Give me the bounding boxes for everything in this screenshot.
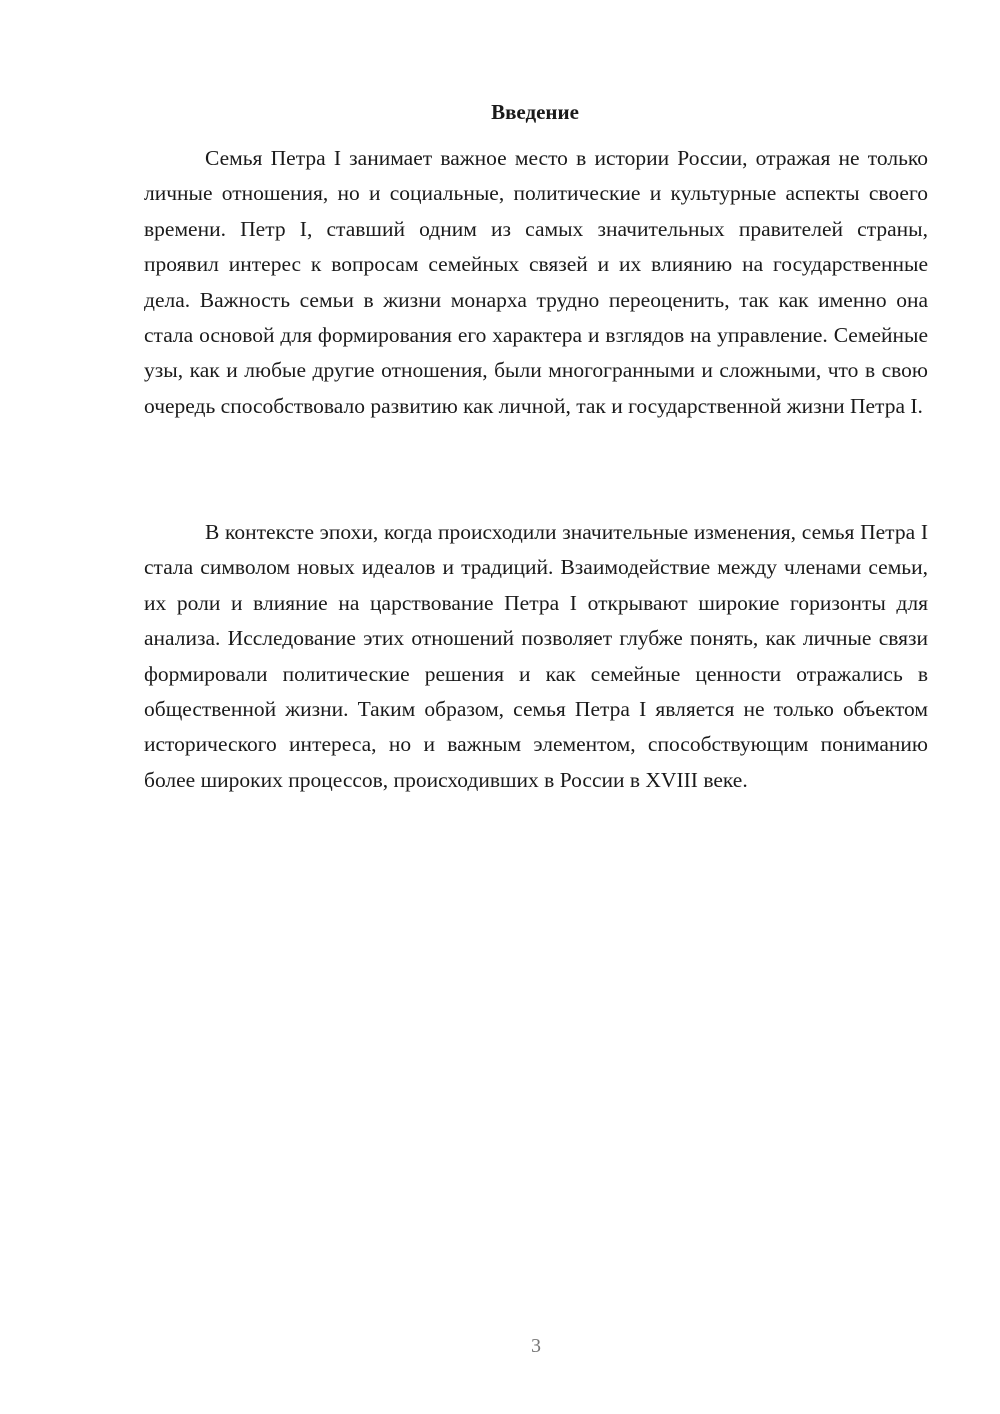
paragraph-1: Семья Петра I занимает важное место в истории России, отражая не только личные отношения, но и социальные, политические и культурные аспекты своего времени. Петр I, ставший одним из самых значительных правителей страны, проявил интерес к вопросам семейных связей и их влиянию на государственные дела. Важность семьи в жизни монарха трудно переоценить, так как именно она стала основой для формирования его характера и взглядов на управление. Семейные узы, как и любые другие отношения, были многогранными и сложными, что в свою очередь способствовало развитию как личной, так и государственной жизни Петра I. [144,146,928,418]
section-title: Введение [491,100,579,124]
page-number: 3 [531,1335,541,1357]
paragraph-2: В контексте эпохи, когда происходили значительные изменения, семья Петра I стала символом новых идеалов и традиций. Взаимодействие между членами семьи, их роли и влияние на царствование Петра I открывают широкие горизонты для анализа. Исследование этих отношений позволяет глубже понять, как личные связи формировали политические решения и как семейные ценности отражались в общественной жизни. Таким образом, семья Петра I является не только объектом исторического интереса, но и важным элементом, способствующим пониманию более широких процессов, происходивших в России в XVIII веке. [144,520,928,792]
